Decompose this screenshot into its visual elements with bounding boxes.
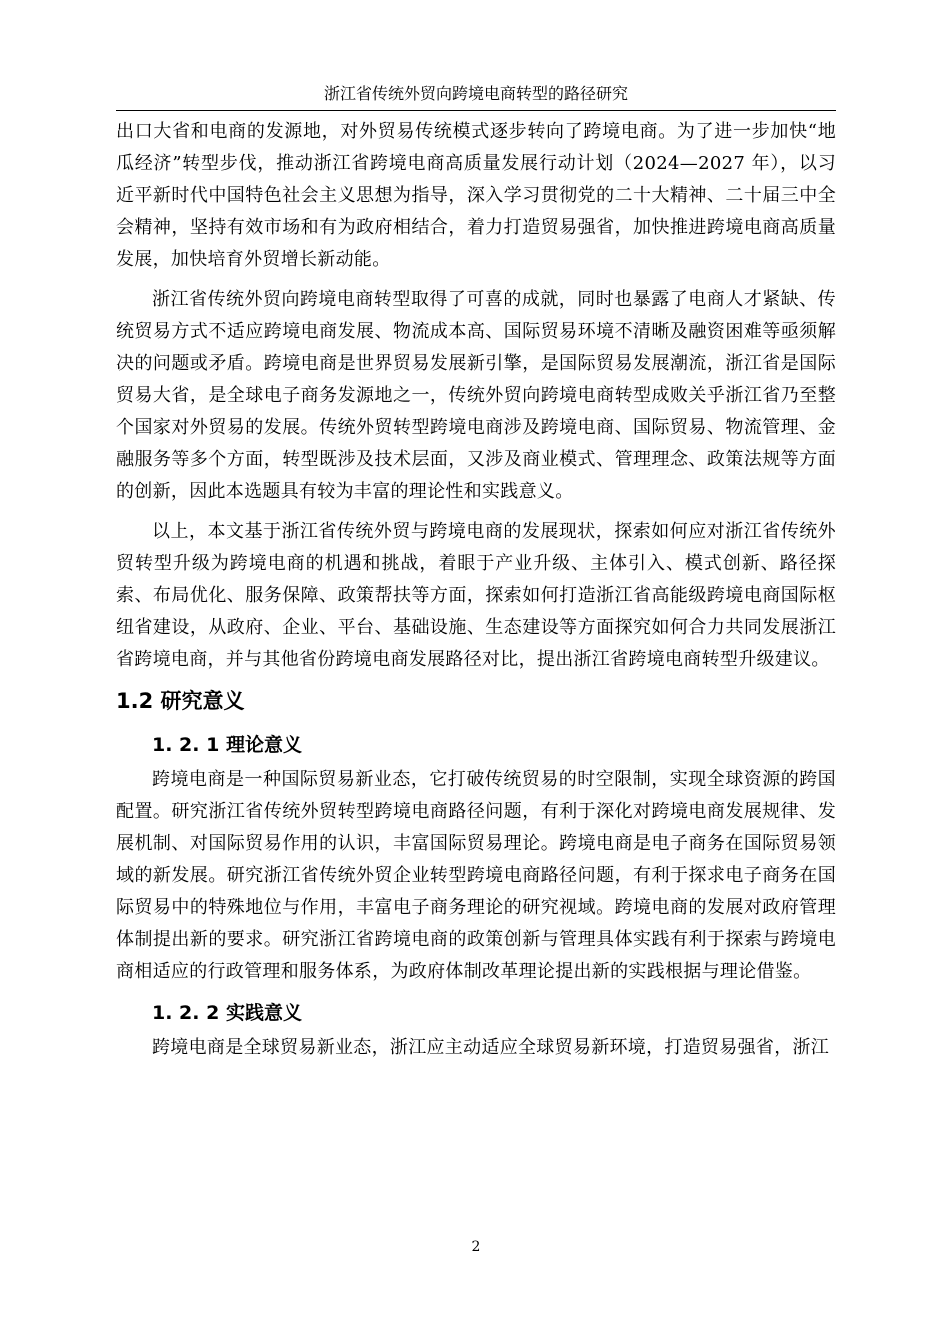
paragraph-practical-significance: 跨境电商是全球贸易新业态，浙江应主动适应全球贸易新环境，打造贸易强省，浙江: [152, 1037, 830, 1058]
subsection-heading-practical: 1. 2. 2 实践意义: [152, 1002, 302, 1024]
running-header: 浙江省传统外贸向跨境电商转型的路径研究: [323, 84, 628, 103]
header-rule: [116, 110, 836, 111]
page-body: [116, 116, 836, 1072]
paragraph-summary: 以上，本文基于浙江省传统外贸与跨境电商的发展现状，探索如何应对浙江省传统外贸转型升级为跨境电商的机遇和挑战，着眼于产业升级、主体引入、模式创新、路径探索、布局优化、服务保障、政策帮扶等方面，探索如何打造浙江省高能级跨境电商国际枢纽省建设，从政府、企业、平台、基础设施、生态建设等方面探究如何合力共同发展浙江省跨境电商，并与其他省份跨境电商发展路径对比，提出浙江省跨境电商转型升级建议。: [116, 521, 836, 670]
subsection-heading-theoretical: 1. 2. 1 理论意义: [152, 734, 302, 756]
paragraph-intro-continued: 出口大省和电商的发源地，对外贸易传统模式逐步转向了跨境电商。为了进一步加快“地瓜经济”转型步伐，推动浙江省跨境电商高质量发展行动计划（2024—2027 年），以习近平新时代中国特色社会主义思想为指导，深入学习贯彻党的二十大精神、二十届三中全会精神，坚持有效市场和有为政府相结合，着力打造贸易强省，加快推进跨境电商高质量发展，加快培育外贸增长新动能。: [116, 121, 836, 270]
paragraph-theoretical-significance: 跨境电商是一种国际贸易新业态，它打破传统贸易的时空限制，实现全球资源的跨国配置。研究浙江省传统外贸转型跨境电商路径问题，有利于深化对跨境电商发展规律、发展机制、对国际贸易作用的认识，丰富国际贸易理论。跨境电商是电子商务在国际贸易领域的新发展。研究浙江省传统外贸企业转型跨境电商路径问题，有利于探求电子商务在国际贸易中的特殊地位与作用，丰富电子商务理论的研究视域。跨境电商的发展对政府管理体制提出新的要求。研究浙江省跨境电商的政策创新与管理具体实践有利于探索与跨境电商相适应的行政管理和服务体系，为政府体制改革理论提出新的实践根据与理论借鉴。: [116, 769, 836, 982]
section-heading-research-significance: 1.2 研究意义: [116, 689, 245, 713]
page-number: 2: [471, 1239, 481, 1255]
paragraph-transformation-issues: 浙江省传统外贸向跨境电商转型取得了可喜的成就，同时也暴露了电商人才紧缺、传统贸易方式不适应跨境电商发展、物流成本高、国际贸易环境不清晰及融资困难等亟须解决的问题或矛盾。跨境电商是世界贸易发展新引擎，是国际贸易发展潮流，浙江省是国际贸易大省，是全球电子商务发源地之一，传统外贸向跨境电商转型成败关乎浙江省乃至整个国家对外贸易的发展。传统外贸转型跨境电商涉及跨境电商、国际贸易、物流管理、金融服务等多个方面，转型既涉及技术层面，又涉及商业模式、管理理念、政策法规等方面的创新，因此本选题具有较为丰富的理论性和实践意义。: [116, 289, 836, 502]
